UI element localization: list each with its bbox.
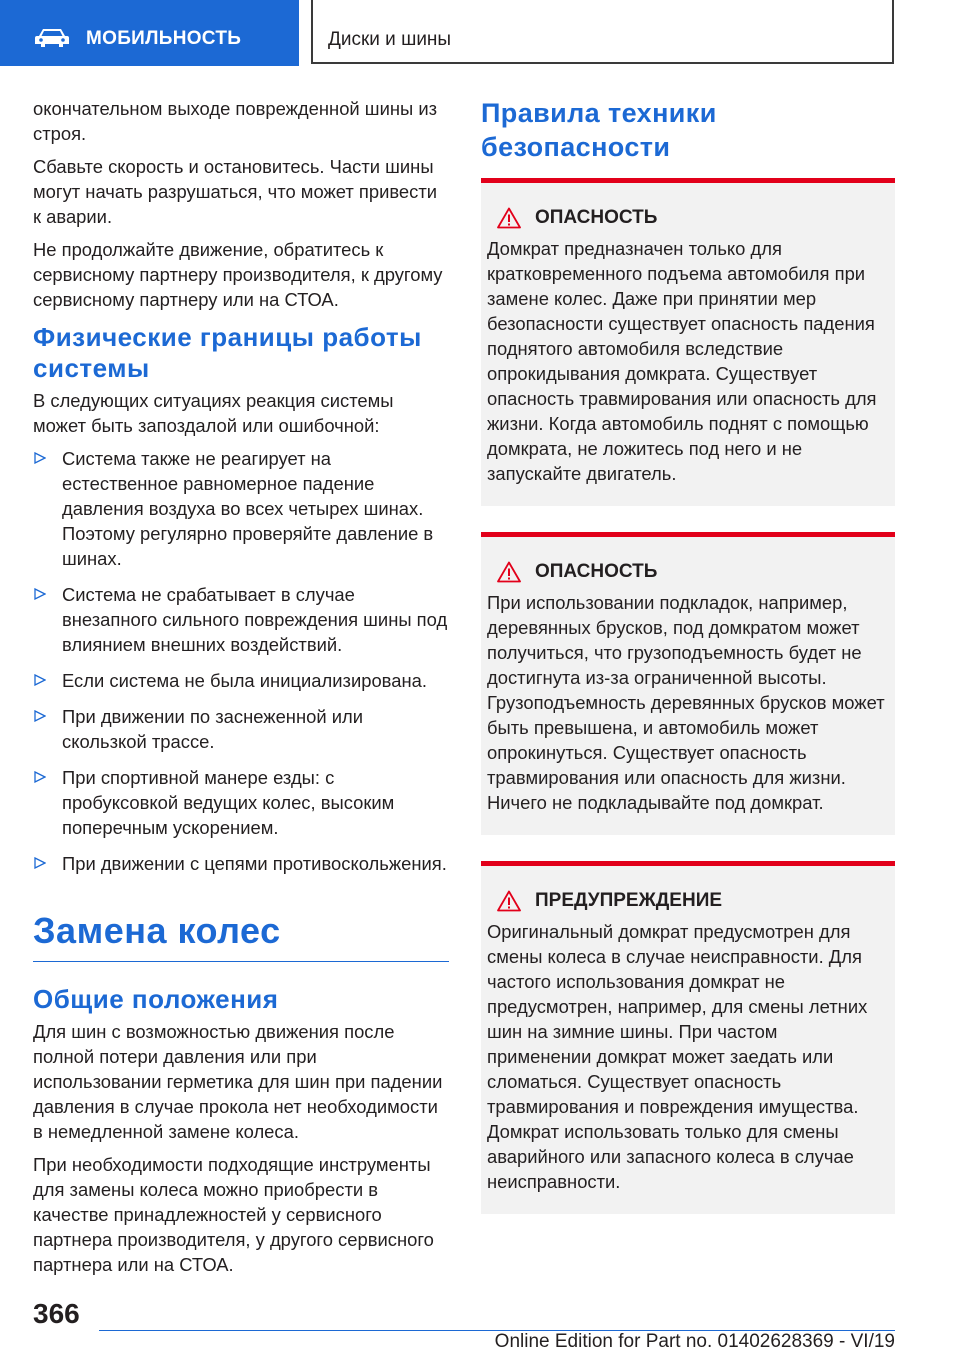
warning-title: ОПАСНОСТЬ [535, 207, 658, 228]
triangle-bullet-icon [34, 857, 46, 869]
list-item [33, 851, 449, 876]
paragraph: При необходимости подходящие инструменты для замены колеса можно приобрести в качестве принадлежностей у сервисного партнера производителя, у другого сервисного партнера или на СТОА. [33, 1154, 434, 1275]
warning-text: Оригинальный домкрат предусмотрен для смены колеса в случае неисправности. Для частого использования домкрат не предусмотрен, например, для смены летних шин на зимние шины. При частом применении домкрат может заедать или сломаться. Существует опасность травмирования и повреждения имущества. Домкрат использовать только для смены аварийного или запасного колеса в случае неисправности. [487, 921, 868, 1192]
list-item [33, 668, 449, 693]
edition-note: Online Edition for Part no. 01402628369 - VI/19 [494, 1331, 895, 1352]
warning-text: Домкрат предназначен только для кратковременного подъема автомобиля при замене колес. Даже при принятии мер безопасности существует опасность падения поднятого автомобиля вследствие опрокидывания домкрата. Существует опасность травмирования или опасность для жизни. Когда автомобиль поднят с помощью домкрата, не ложитесь под него и не запускайте двигатель. [487, 238, 877, 484]
warning-box [481, 861, 895, 1214]
list-item [33, 704, 449, 754]
list-item-text: Система также не реагирует на естественное равномерное падение давления воздуха во всех четырех шинах. Поэтому регулярно проверяйте давление в шинах. [62, 448, 434, 569]
list-item-text: При движении с цепями противоскольжения. [62, 853, 447, 874]
list-item [33, 582, 449, 657]
section-tab-label: МОБИЛЬНОСТЬ [86, 28, 242, 49]
list-item [33, 446, 449, 571]
heading-system-limits: Физические границы работы системы [33, 322, 422, 383]
paragraph: Сбавьте скорость и остановитесь. Части шины могут начать разрушаться, что может привести к аварии. [33, 156, 438, 227]
warning-triangle-icon [497, 890, 521, 912]
warning-triangle-icon [497, 207, 521, 229]
paragraph: Для шин с возможностью движения после полной потери давления или при использовании герметика для шин при падении давления в случае прокола нет необходимости в немедленной замене колеса. [33, 1021, 443, 1142]
list-item-text: Система не срабатывает в случае внезапного сильного повреждения шины под влиянием внешних воздействий. [62, 584, 448, 655]
page-number: 366 [33, 1298, 80, 1329]
heading-safety-rules: Правила техники безопасности [481, 98, 717, 162]
warning-header [497, 888, 885, 913]
heading-wheel-change: Замена колес [33, 909, 449, 962]
list-item-text: Если система не была инициализирована. [62, 670, 427, 691]
warning-box [481, 178, 895, 506]
warning-header [497, 559, 885, 584]
warning-title: ПРЕДУПРЕЖДЕНИЕ [535, 890, 723, 911]
car-icon [34, 27, 70, 49]
right-column [481, 96, 895, 1240]
section-tab[interactable] [0, 0, 299, 66]
triangle-bullet-icon [34, 588, 46, 600]
warning-text: При использовании подкладок, например, деревянных брусков, под домкратом может получиться, что грузоподъемность будет не достигнута из-за ограниченной высоты. Грузоподъемность деревянных брусков может быть превышена, и автомобиль может опрокинуться. Существует опасность травмирования или опасность для жизни. Ничего не подкладывайте под домкрат. [487, 592, 885, 813]
paragraph: Не продолжайте движение, обратитесь к сервисному партнеру производителя, к другому сервисному партнеру или на СТОА. [33, 239, 443, 310]
left-column [33, 96, 449, 1285]
warning-box [481, 532, 895, 835]
warning-title: ОПАСНОСТЬ [535, 561, 658, 582]
triangle-bullet-icon [34, 674, 46, 686]
list-item [33, 765, 449, 840]
list-item-text: При спортивной манере езды: с пробуксовкой ведущих колес, высоким поперечным ускорением. [62, 767, 395, 838]
warning-header [497, 205, 885, 230]
triangle-bullet-icon [34, 710, 46, 722]
subsection-header [311, 0, 894, 64]
warning-triangle-icon [497, 561, 521, 583]
triangle-bullet-icon [34, 771, 46, 783]
subsection-title: Диски и шины [328, 29, 452, 50]
triangle-bullet-icon [34, 452, 46, 464]
heading-general: Общие положения [33, 984, 279, 1014]
paragraph: окончательном выходе поврежденной шины из строя. [33, 98, 438, 144]
limits-list [33, 446, 449, 876]
paragraph: В следующих ситуациях реакция системы может быть запоздалой или ошибочной: [33, 390, 394, 436]
list-item-text: При движении по заснеженной или скользкой трассе. [62, 706, 364, 752]
